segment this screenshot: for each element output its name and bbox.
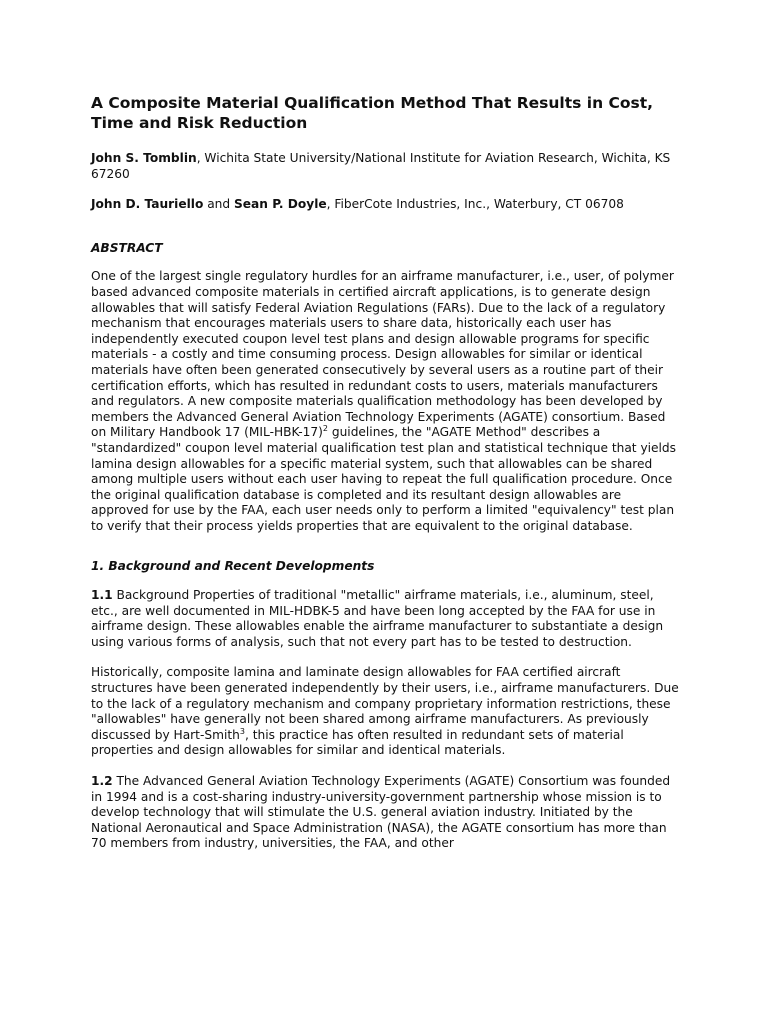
paragraph-text: , this practice has often resulted in redundant sets of material properties and design allowables for similar and identical materials. [91,727,624,758]
author-name: Sean P. Doyle [234,197,327,212]
abstract-text: One of the largest single regulatory hurdles for an airframe manufacturer, i.e., user, of polymer based advanced composite materials in certified aircraft applications, is to generate design allowables that will satisfy Federal Aviation Regulations (FARs). Due to the lack of a regulatory mechanism that encourages materials users to share data, historically each user has independently executed coupon level test plans and design allowable programs for specific materials - a costly and time consuming process. Design allowables for similar or identical materials have often been generated consecutively by several users as a routine part of their certification efforts, which has resulted in redundant costs to users, materials manufacturers and regulators. A new composite materials qualification methodology has been developed by members the Advanced General Aviation Technology Experiments (AGATE) consortium. Based on Military Handbook 17 (MIL-HBK-17) [91,269,674,440]
footnote-ref: 3 [239,726,245,736]
author-name: John S. Tomblin [91,151,197,165]
footnote-ref: 2 [322,424,328,434]
paragraph-number: 1.2 [91,774,113,788]
abstract-text: guidelines, the "AGATE Method" describes a "standardized" coupon level material qualification test plan and statistical technique that yields lamina design allowables for a specific material system, such that allowables can be shared among multiple users without each user having to repeat the full qualification procedure. Once the original qualification database is completed and its resultant design allowables are approved for use by the FAA, each user needs only to perform a limited "equivalency" test plan to verify that their process yields properties that are equivalent to the original database. [91,425,677,533]
section-heading: 1. Background and Recent Developments [91,559,375,574]
body-paragraph [91,588,681,650]
abstract-heading: ABSTRACT [91,240,163,255]
document-page [91,93,681,867]
paragraph-text: The Advanced General Aviation Technology Experiments (AGATE) Consortium was founded in 1994 and is a cost-sharing industry-university-government partnership whose mission is to develop technology that will stimulate the U.S. general aviation industry. Initiated by the National Aeronautical and Space Administration (NASA), the AGATE consortium has more than 70 members from industry, universities, the FAA, and other [91,774,671,851]
author-line-2 [91,197,681,213]
body-paragraph [91,665,681,759]
author-affiliation: , Wichita State University/National Institute for Aviation Research, Wichita, KS 67260 [91,151,671,181]
abstract-paragraph [91,269,681,534]
paragraph-number: 1.1 [91,588,113,603]
author-conjunction: and [203,197,235,212]
paper-title: A Composite Material Qualification Method That Results in Cost, Time and Risk Reduction [91,94,654,132]
paragraph-text: Background Properties of traditional "metallic" airframe materials, i.e., aluminum, steel, etc., are well documented in MIL-HDBK-5 and have been long accepted by the FAA for use in airframe design. These allowables enable the airframe manufacturer to substantiate a design using various forms of analysis, such that not every part has to be tested to destruction. [91,588,664,649]
paragraph-text: Historically, composite lamina and laminate design allowables for FAA certified aircraft structures have been generated independently by their users, i.e., airframe manufacturers. Due to the lack of a regulatory mechanism and company proprietary information restrictions, these "allowables" have generally not been shared among airframe manufacturers. As previously discussed by Hart-Smith [91,665,679,742]
body-paragraph [91,774,681,852]
author-name: John D. Tauriello [91,197,204,212]
author-affiliation: , FiberCote Industries, Inc., Waterbury, CT 06708 [326,197,624,212]
author-line-1 [91,151,681,182]
